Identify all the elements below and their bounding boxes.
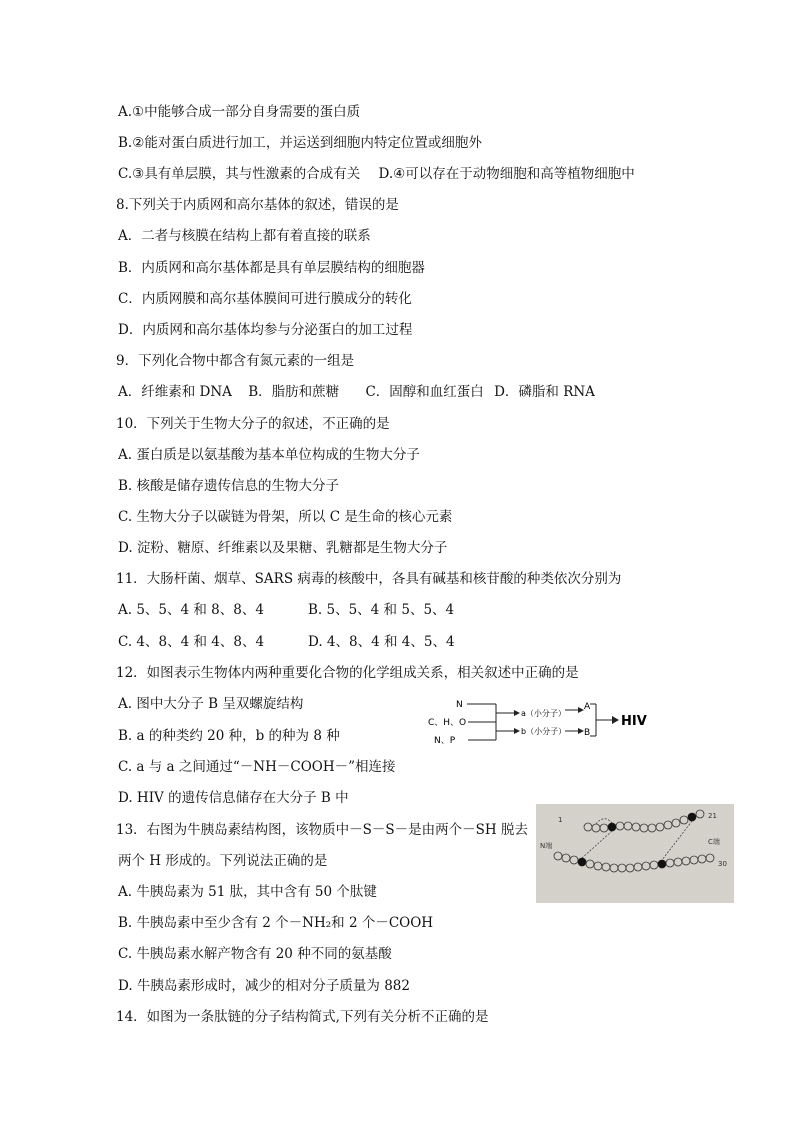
diagram-label-np: N、P <box>434 736 456 746</box>
option-text: A. 牛胰岛素为 51 肽，其中含有 50 个肽键 <box>118 884 377 900</box>
option-text: D. 淀粉、糖原、纤维素以及果糖、乳糖都是生物大分子 <box>118 540 448 556</box>
question-10-stem: 10．下列关于生物大分子的叙述，不正确的是 <box>116 416 390 432</box>
option-text: A.①中能够合成一部分自身需要的蛋白质 <box>118 104 361 120</box>
option-text: A. 图中大分子 B 呈双螺旋结构 <box>118 696 304 712</box>
option-c: C.③具有单层膜，其与性激素的合成有关 <box>118 166 361 182</box>
option-text <box>118 165 635 183</box>
option-a: A．纤维素和 DNA <box>118 384 232 400</box>
option-text: C. a 与 a 之间通过“－NH－COOH－”相连接 <box>118 759 396 775</box>
question-12-stem: 12．如图表示生物体内两种重要化合物的化学组成关系，相关叙述中正确的是 <box>116 665 579 681</box>
diagram-hiv-label: HIV <box>621 714 647 729</box>
figure-num-21: 21 <box>708 812 717 820</box>
question-9-options <box>118 383 595 401</box>
option-text: D. HIV 的遗传信息储存在大分子 B 中 <box>118 790 349 806</box>
option-text: A. 蛋白质是以氨基酸为基本单位构成的生物大分子 <box>118 447 420 463</box>
question-8-stem: 8.下列关于内质网和高尔基体的叙述，错误的是 <box>116 197 399 213</box>
option-text: A．二者与核膜在结构上都有着直接的联系 <box>118 228 371 244</box>
option-d: D．磷脂和 RNA <box>494 384 595 400</box>
option-text: C．内质网膜和高尔基体膜间可进行膜成分的转化 <box>118 291 412 307</box>
figure-c-end-label: C端 <box>708 838 720 846</box>
question-11-stem: 11．大肠杆菌、烟草、SARS 病毒的核酸中，各具有碱基和核苷酸的种类依次分别为 <box>116 571 622 587</box>
option-c: C. 4、8、4 和 4、8、4 <box>118 634 265 650</box>
option-a: A. 5、5、4 和 8、8、4 <box>118 602 264 618</box>
question-14-stem: 14．如图为一条肽链的分子结构简式,下列有关分析不正确的是 <box>116 1009 489 1025</box>
compound-composition-diagram <box>420 696 650 752</box>
option-text: B. a 的种类约 20 种，b 的种为 8 种 <box>118 728 340 744</box>
option-text: D．内质网和高尔基体均参与分泌蛋白的加工过程 <box>118 322 413 338</box>
option-text: B. 牛胰岛素中至少含有 2 个－NH₂和 2 个－COOH <box>118 915 434 931</box>
question-11-options-row1 <box>118 601 454 619</box>
figure-num-30: 30 <box>718 860 727 868</box>
insulin-structure-figure <box>536 804 734 903</box>
diagram-small-molecule-a: a（小分子） <box>521 709 566 718</box>
figure-num-1: 1 <box>558 816 563 824</box>
figure-n-end-label: N端 <box>540 842 553 850</box>
option-d: D. 4、8、4 和 4、5、4 <box>308 634 455 650</box>
diagram-macromolecule-b: B <box>584 728 591 738</box>
diagram-small-molecule-b: b（小分子） <box>521 727 567 736</box>
option-text: C. 生物大分子以碳链为骨架，所以 C 是生命的核心元素 <box>118 509 453 525</box>
diagram-macromolecule-a: A <box>584 702 591 712</box>
diagram-label-cho: C、H、O <box>428 718 467 728</box>
option-text: B. 核酸是储存遗传信息的生物大分子 <box>118 478 340 494</box>
question-13-stem-line1: 13．右图为牛胰岛素结构图，该物质中－S－S－是由两个－SH 脱去 <box>116 822 528 838</box>
question-11-options-row2 <box>118 633 455 651</box>
diagram-label-n: N <box>456 700 463 710</box>
option-b: B．脂肪和蔗糖 <box>248 384 340 400</box>
question-13-stem-line2: 两个 H 形成的。下列说法正确的是 <box>118 853 328 869</box>
option-text: D. 牛胰岛素形成时，减少的相对分子质量为 882 <box>118 978 410 994</box>
option-text: B.②能对蛋白质进行加工，并运送到细胞内特定位置或细胞外 <box>118 135 482 151</box>
option-text: C. 牛胰岛素水解产物含有 20 种不同的氨基酸 <box>118 946 392 962</box>
option-d: D.④可以存在于动物细胞和高等植物细胞中 <box>378 166 635 182</box>
option-c: C．固醇和血红蛋白 <box>365 384 484 400</box>
option-text: B．内质网和高尔基体都是具有单层膜结构的细胞器 <box>118 260 425 276</box>
option-b: B. 5、5、4 和 5、5、4 <box>308 602 455 618</box>
question-9-stem: 9．下列化合物中都含有氮元素的一组是 <box>116 353 355 369</box>
